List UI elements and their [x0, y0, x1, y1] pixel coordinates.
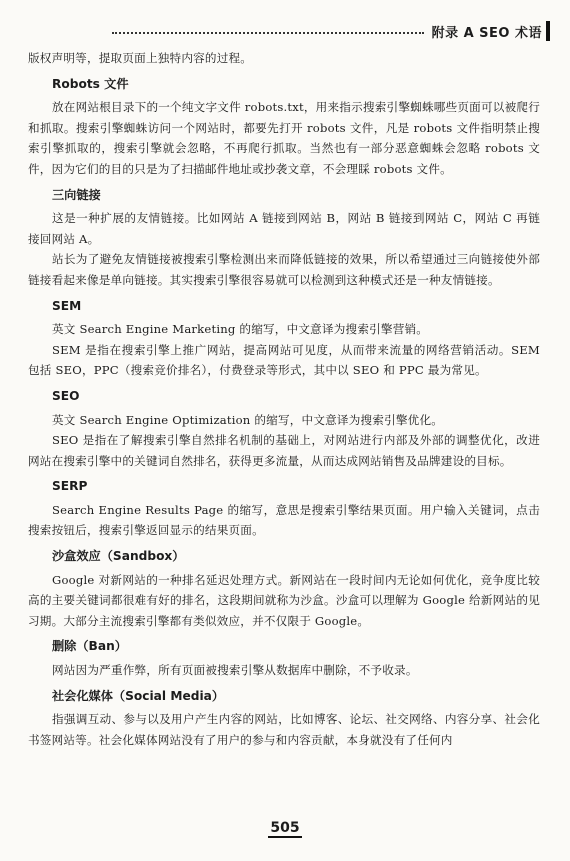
definition-paragraph: 放在网站根目录下的一个纯文字文件 robots.txt，用来指示搜索引擎蜘蛛哪些页面可以被爬行和抓取。搜索引擎蜘蛛访问一个网站时，都要先打开 robots 文件，凡是 robots 文件指明禁止搜索引擎抓取的，搜索引擎就会忽略，不再爬行抓取。当然也有一部分恶意蜘蛛会忽略 robots 文件，因为它们的目的只是为了扫描邮件地址或抄袭文章，不会理睬 robots 文件。: [28, 100, 540, 176]
definition-paragraph: 英文 Search Engine Optimization 的缩写，中文意译为搜索引擎优化。: [52, 412, 444, 427]
definition-paragraph: 指强调互动、参与以及用户产生内容的网站，比如博客、论坛、社交网络、内容分享、社会化书签网站等。社会化媒体网站没有了用户的参与和内容贡献，本身就没有了任何内: [28, 712, 540, 747]
definition-paragraph: Google 对新网站的一种排名延迟处理方式。新网站在一段时间内无论如何优化，竞争度比较高的主要关键词都很难有好的排名，这段期间就称为沙盒。沙盒可以理解为 Google 给新网站的见习期。大部分主流搜索引擎都有类似效应，并不仅限于 Google。: [28, 572, 540, 628]
header-section-title: 附录 A SEO 术语: [431, 25, 542, 41]
definition-paragraph: 这是一种扩展的友情链接。比如网站 A 链接到网站 B，网站 B 链接到网站 C，网站 C 再链接回网站 A。: [28, 211, 540, 246]
running-header: [112, 18, 550, 44]
header-dotted-leader: [112, 32, 424, 35]
page-body: [28, 48, 540, 750]
term-heading-ban: 删除（Ban）: [52, 639, 127, 654]
definition-paragraph: Search Engine Results Page 的缩写，意思是搜索引擎结果页面。用户输入关键词，点击搜索按钮后，搜索引擎返回显示的结果页面。: [28, 502, 540, 538]
header-thumb-bar: [546, 21, 550, 41]
page-number-text: 505: [270, 820, 300, 836]
intro-paragraph: 版权声明等，提取页面上独特内容的过程。: [28, 51, 253, 65]
term-heading-sem: SEM: [52, 298, 82, 313]
term-heading-three-way-links: 三向链接: [52, 187, 101, 202]
term-heading-robots: Robots 文件: [52, 76, 129, 91]
definition-paragraph: SEM 是指在搜索引擎上推广网站，提高网站可见度，从而带来流量的网络营销活动。SEM 包括 SEO，PPC（搜索竞价排名），付费登录等形式，其中以 SEO 和 PPC 最为常见。: [28, 342, 540, 378]
definition-paragraph: 网站因为严重作弊，所有页面被搜索引擎从数据库中删除，不予收录。: [52, 663, 418, 678]
term-heading-serp: SERP: [52, 479, 88, 494]
definition-paragraph: 站长为了避免友情链接被搜索引擎检测出来而降低链接的效果，所以希望通过三向链接使外部链接看起来像是单向链接。其实搜索引擎很容易就可以检测到这种模式还是一种友情链接。: [28, 252, 540, 287]
term-heading-sandbox: 沙盒效应（Sandbox）: [52, 549, 185, 564]
term-heading-social-media: 社会化媒体（Social Media）: [52, 688, 225, 703]
page-number: [0, 820, 570, 836]
term-heading-seo: SEO: [52, 388, 80, 403]
definition-paragraph: 英文 Search Engine Marketing 的缩写，中文意译为搜索引擎营销。: [52, 322, 429, 337]
definition-paragraph: SEO 是指在了解搜索引擎自然排名机制的基础上，对网站进行内部及外部的调整优化，改进网站在搜索引擎中的关键词自然排名，获得更多流量，从而达成网站销售及品牌建设的目标。: [28, 433, 540, 468]
